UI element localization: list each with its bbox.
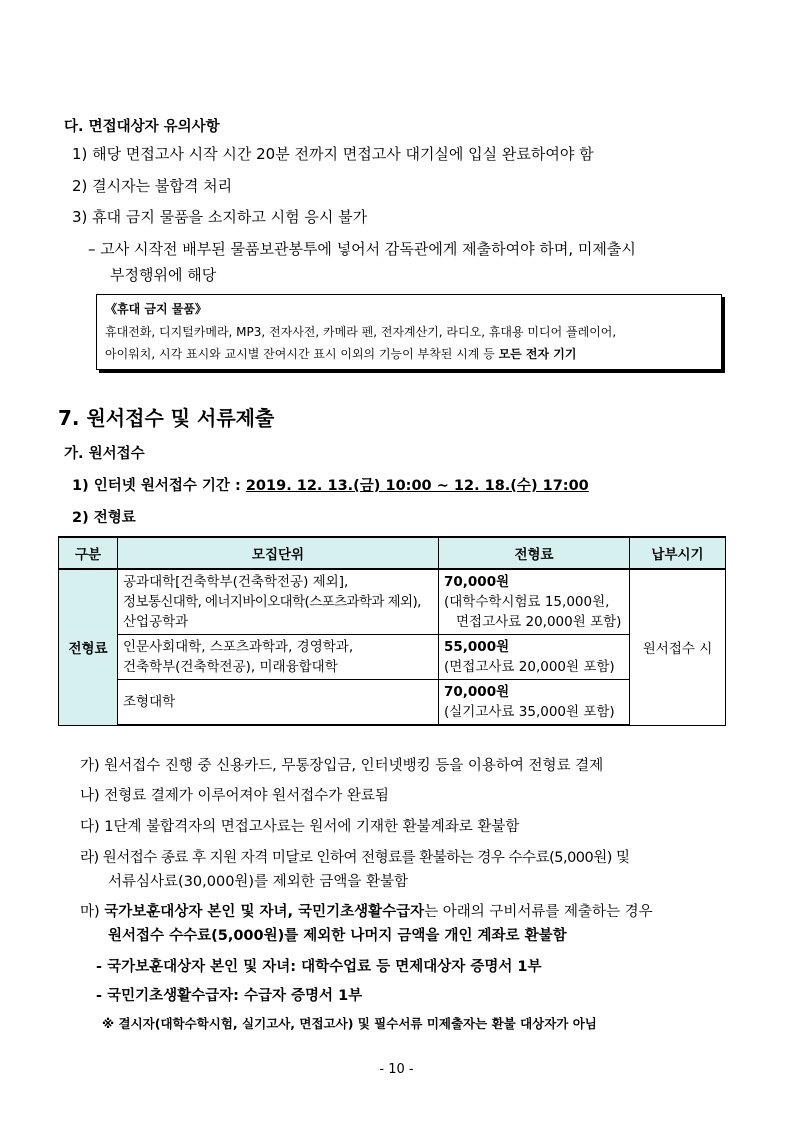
page-number: - 10 - <box>379 1062 414 1077</box>
note-ra-line-1: 라) 원서접수 종료 후 지원 자격 미달로 인하여 전형료를 환불하는 경우 수수료(5,000원) 및 <box>80 850 630 866</box>
caution-sub-line-1: – 고사 시작전 배부된 물품보관봉투에 넣어서 감독관에게 제출하여야 하며, 미제출시 <box>88 240 636 258</box>
prohibited-items-line-1: 휴대전화, 디지털카메라, MP3, 전자사전, 카메라 펜, 전자계산기, 라디오, 휴대용 미디어 플레이어, <box>105 325 617 339</box>
fee-label: 2) 전형료 <box>72 510 136 526</box>
fee-table-header <box>59 537 726 569</box>
unit-cell: 공과대학[건축학부(건축학전공) 제외], 정보통신대학, 에너지바이오대학(스포츠과학과 제외), 산업공학과 <box>118 569 439 635</box>
subsection-heading: 가. 원서접수 <box>64 446 145 462</box>
note-ra-line-2: 서류심사료(30,000원)를 제외한 금액을 환불함 <box>108 874 408 890</box>
header-unit: 모집단위 <box>118 537 439 569</box>
amount-cell: 55,000원 (면접고사료 20,000원 포함) <box>439 635 630 680</box>
caution-item-3: 3) 휴대 금지 물품을 소지하고 시험 응시 불가 <box>72 208 368 226</box>
note-ma-line-1: 마) 국가보훈대상자 본인 및 자녀, 국민기초생활수급자는 아래의 구비서류를 제출하는 경우 <box>80 904 653 920</box>
header-when: 납부시기 <box>630 537 726 569</box>
refund-exclusion-note: ※ 결시자(대학수학시험, 실기고사, 면접고사) 및 필수서류 미제출자는 환불 대상자가 아님 <box>102 1016 597 1031</box>
when-cell: 원서접수 시 <box>630 569 726 725</box>
note-ma-line-2: 원서접수 수수료(5,000원)를 제외한 나머지 금액을 개인 계좌로 환불함 <box>108 928 567 944</box>
fee-table <box>58 536 726 726</box>
section-title: 7. 원서접수 및 서류제출 <box>58 406 275 430</box>
note-na: 나) 전형료 결제가 이루어져야 원서접수가 완료됨 <box>80 788 389 804</box>
required-doc-1: - 국가보훈대상자 본인 및 자녀: 대학수업료 등 면제대상자 증명서 1부 <box>96 959 542 975</box>
table-row <box>59 680 726 726</box>
prohibited-items-emphasis: 모든 전자 기기 <box>498 347 577 361</box>
prohibited-items-box <box>96 294 722 370</box>
unit-cell: 조형대학 <box>118 680 439 726</box>
application-period-value: 2019. 12. 13.(금) 10:00 ∼ 12. 18.(수) 17:00 <box>245 478 589 494</box>
required-doc-2: - 국민기초생활수급자: 수급자 증명서 1부 <box>96 988 363 1004</box>
prohibited-items-line-2: 아이워치, 시각 표시와 교시별 잔여시간 표시 이외의 기능이 부착된 시계 등 모든 전자 기기 <box>105 347 577 361</box>
caution-item-2: 2) 결시자는 불합격 처리 <box>72 177 233 195</box>
note-ma-emphasis: 국가보훈대상자 본인 및 자녀, 국민기초생활수급자 <box>104 904 425 920</box>
prohibited-items-title: 《휴대 금지 물품》 <box>105 302 207 316</box>
amount-cell: 70,000원 (실기고사료 35,000원 포함) <box>439 680 630 726</box>
note-ga: 가) 원서접수 진행 중 신용카드, 무통장입금, 인터넷뱅킹 등을 이용하여 전형료 결제 <box>80 758 604 774</box>
caution-sub-line-2: 부정행위에 해당 <box>110 266 217 284</box>
unit-cell: 인문사회대학, 스포츠과학과, 경영학과, 건축학부(건축학전공), 미래융합대학 <box>118 635 439 680</box>
table-row <box>59 569 726 635</box>
amount-cell: 70,000원 (대학수학시험료 15,000원, 면접고사료 20,000원 포함) <box>439 569 630 635</box>
caution-heading: 다. 면접대상자 유의사항 <box>64 119 220 135</box>
kind-cell: 전형료 <box>59 569 118 725</box>
header-kind: 구분 <box>59 537 118 569</box>
table-row <box>59 635 726 680</box>
note-da: 다) 1단계 불합격자의 면접고사료는 원서에 기재한 환불계좌로 환불함 <box>80 819 520 835</box>
application-period: 1) 인터넷 원서접수 기간 : 2019. 12. 13.(금) 10:00 ∼ 12. 18.(수) 17:00 <box>72 478 589 494</box>
header-fee: 전형료 <box>439 537 630 569</box>
caution-item-1: 1) 해당 면접고사 시작 시간 20분 전까지 면접고사 대기실에 입실 완료하여야 함 <box>72 145 594 163</box>
